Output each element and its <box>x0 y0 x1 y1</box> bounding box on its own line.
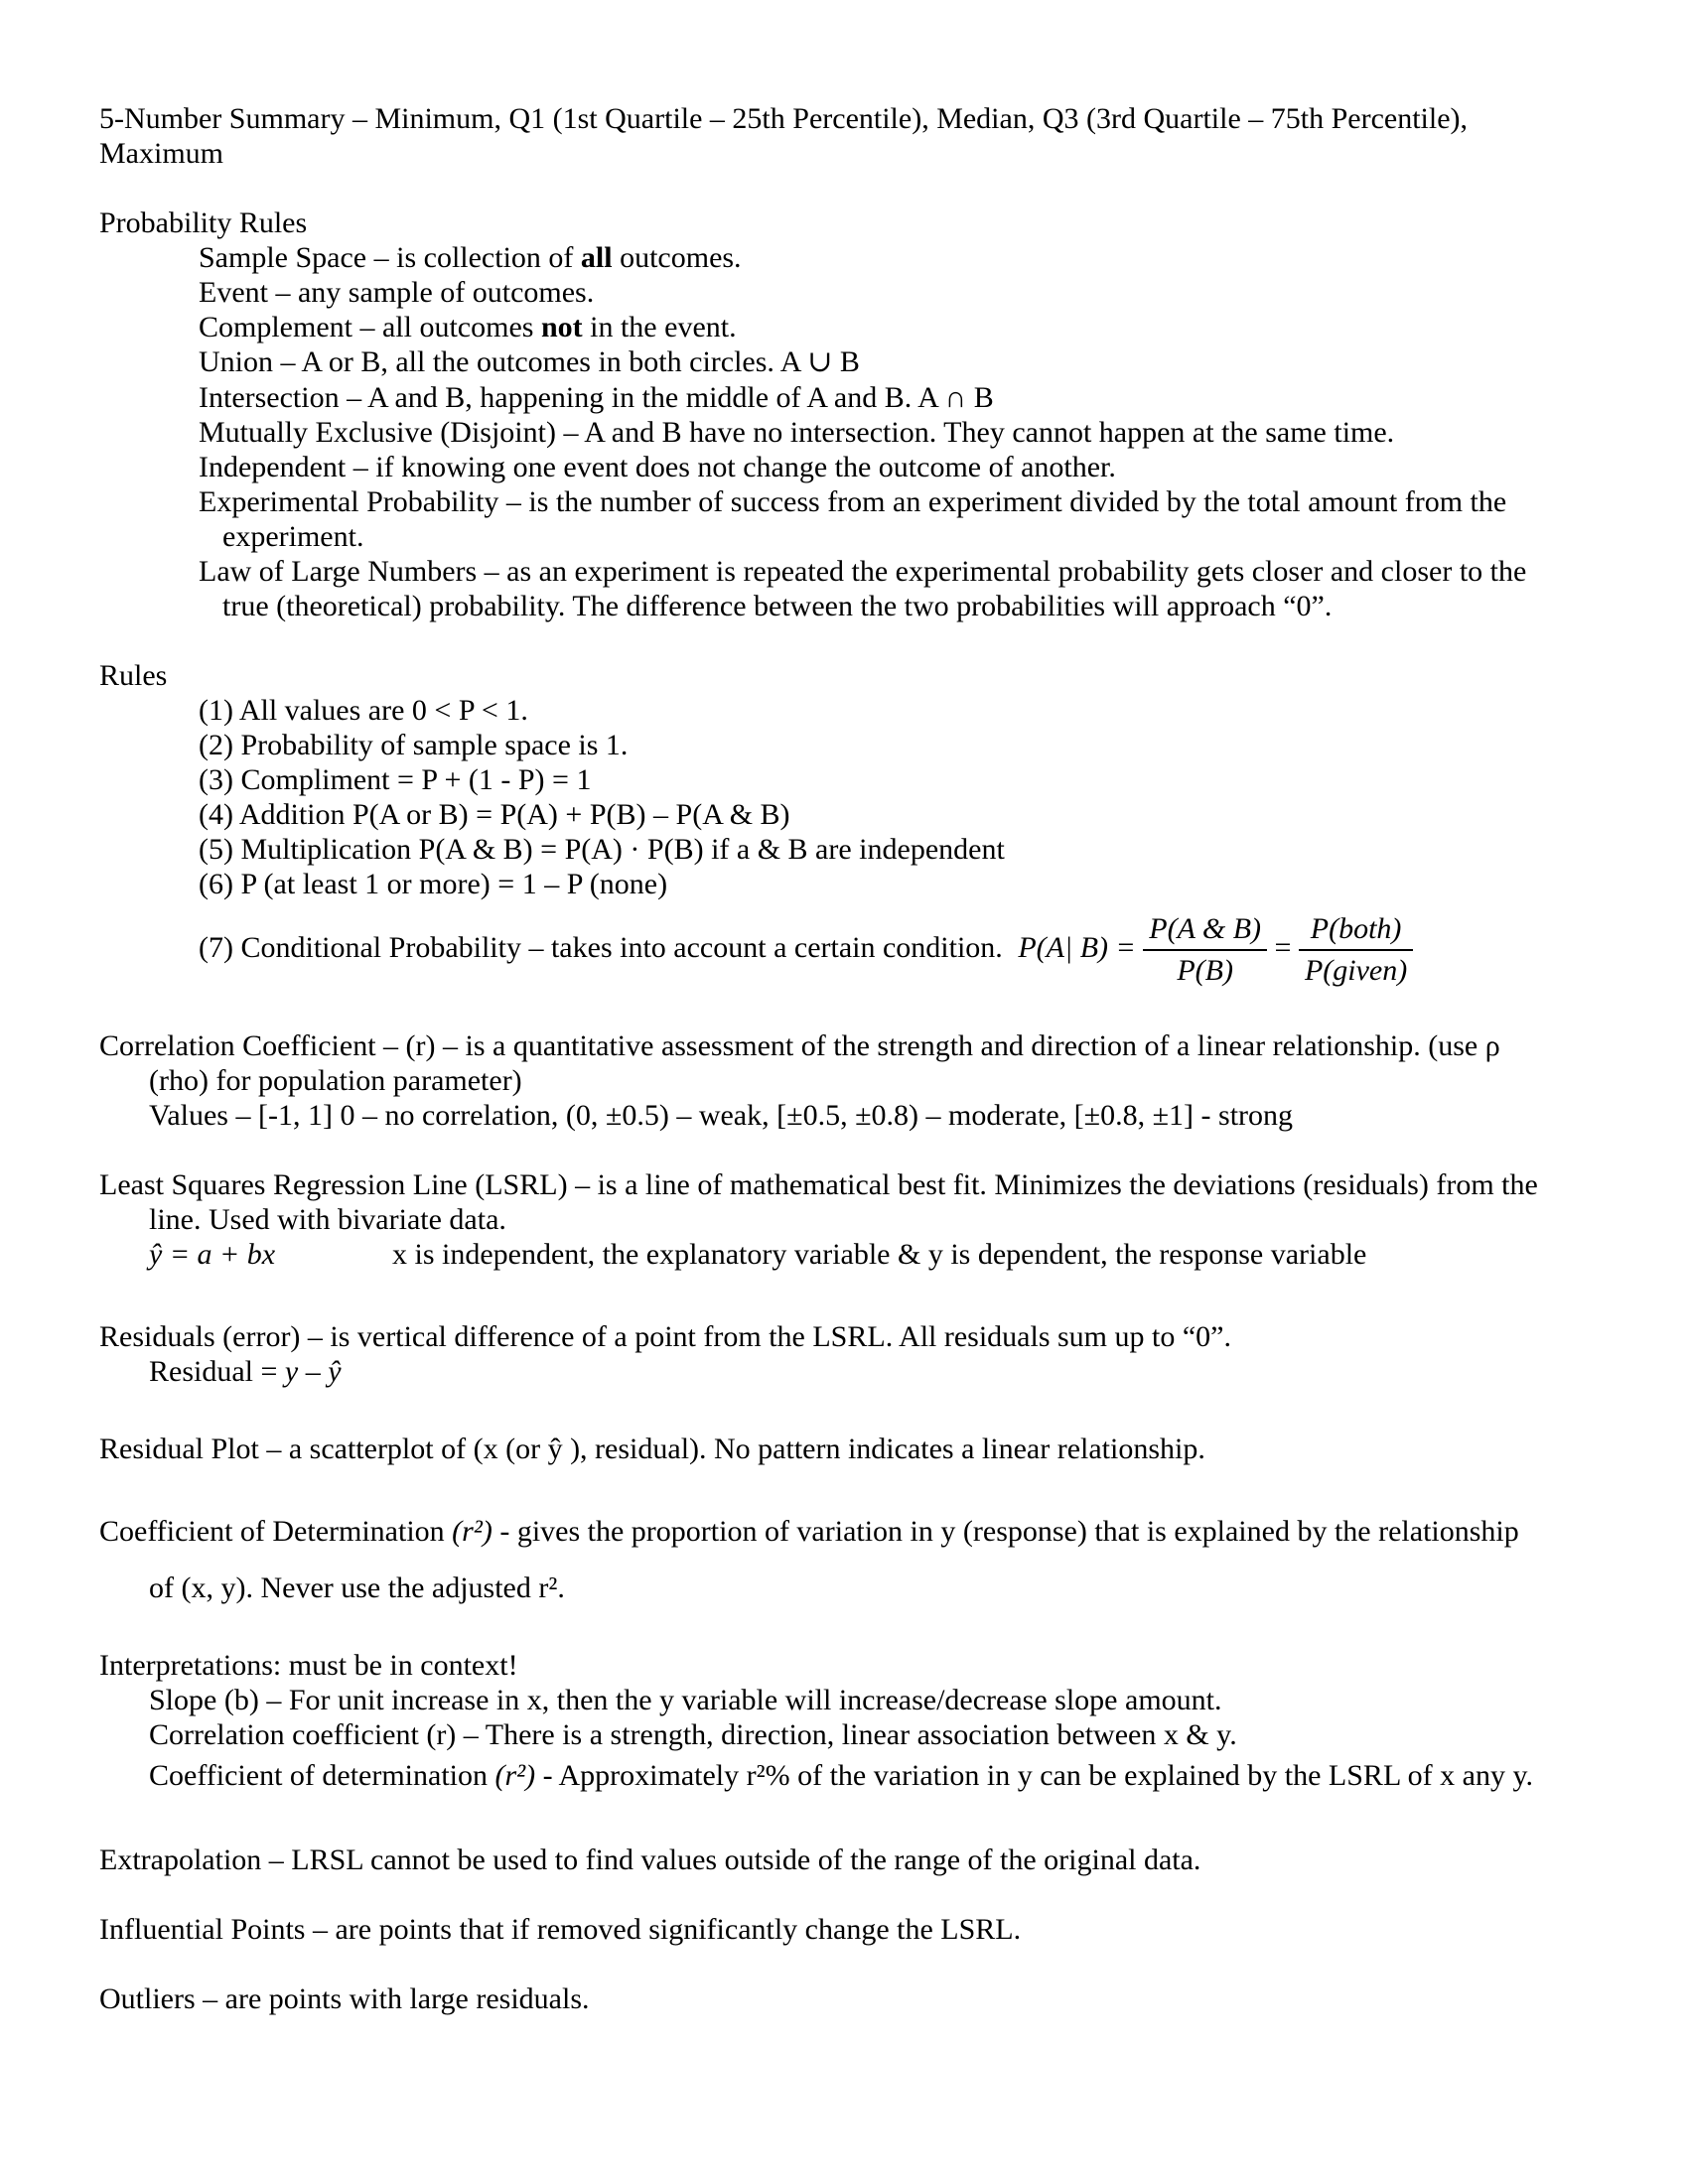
correlation-values: Values – [-1, 1] 0 – no correlation, (0, ±0.5) – weak, [±0.5, ±0.8) – moderate, [±0.8, ±1] - strong <box>149 1099 1294 1132</box>
rule-3: (3) Compliment = P + (1 - P) = 1 <box>199 763 592 796</box>
determination-line1: Coefficient of Determination (r²) - gives the proportion of variation in y (response) that is explained by the relationship <box>99 1515 1519 1548</box>
independent-def: Independent – if knowing one event does not change the outcome of another. <box>199 451 1116 483</box>
five-number-line1: 5-Number Summary – Minimum, Q1 (1st Quartile – 25th Percentile), Median, Q3 (3rd Quartile – 75th Percentile), <box>99 102 1469 135</box>
complement-def: Complement – all outcomes not in the event. <box>199 311 737 343</box>
lsrl-line2: line. Used with bivariate data. <box>149 1203 506 1236</box>
fraction-both-over-given: $\frac{\text{P(both)}}{\text{P(given)}}$ <box>1299 909 1413 991</box>
interpretation-slope: Slope (b) – For unit increase in x, then the y variable will increase/decrease slope amount. <box>149 1684 1222 1716</box>
outliers-def: Outliers – are points with large residuals. <box>99 1982 590 2015</box>
lsrl-description: x is independent, the explanatory variable & y is dependent, the response variable <box>392 1238 1367 1271</box>
determination-line2: of (x, y). Never use the adjusted r². <box>149 1571 565 1604</box>
residual-formula: Residual = y – ŷ <box>149 1355 342 1388</box>
correlation-line1: Correlation Coefficient – (r) – is a quantitative assessment of the strength and direction of a linear relationship. (use ρ <box>99 1029 1500 1062</box>
rules-heading: Rules <box>99 659 168 692</box>
lsrl-line1: Least Squares Regression Line (LSRL) – is a line of mathematical best fit. Minimizes the deviations (residuals) from the <box>99 1168 1538 1201</box>
large-numbers-line1: Law of Large Numbers – as an experiment is repeated the experimental probability gets closer and closer to the <box>199 555 1527 588</box>
rule-7: (7) Conditional Probability – takes into account a certain condition. P(A| B) = $\frac{P(A \& B)}{P(B)}$ = $\frac{\text{P(both)}}{\text{P(given)}}$ <box>199 908 1413 991</box>
rule-4: (4) Addition P(A or B) = P(A) + P(B) – P(A & B) <box>199 798 790 831</box>
intersection-def: Intersection – A and B, happening in the middle of A and B. A ∩ B <box>199 381 994 414</box>
event-def: Event – any sample of outcomes. <box>199 276 595 309</box>
five-number-line2: Maximum <box>99 137 223 170</box>
correlation-line2: (rho) for population parameter) <box>149 1064 522 1097</box>
rule-6: (6) P (at least 1 or more) = 1 – P (none) <box>199 868 668 900</box>
extrapolation-def: Extrapolation – LRSL cannot be used to find values outside of the range of the original data. <box>99 1843 1201 1876</box>
residuals-line1: Residuals (error) – is vertical difference of a point from the LSRL. All residuals sum up to “0”. <box>99 1320 1231 1353</box>
interpretation-correlation: Correlation coefficient (r) – There is a strength, direction, linear association between x & y. <box>149 1718 1237 1751</box>
fraction-and-over-b: $\frac{P(A \& B)}{P(B)}$ <box>1143 909 1267 991</box>
conditional-lhs: P(A| B) = <box>1018 931 1136 964</box>
experimental-line2: experiment. <box>222 520 364 553</box>
probability-heading: Probability Rules <box>99 206 308 239</box>
lsrl-formula: ŷ = a + bx <box>149 1238 276 1271</box>
interpretations-heading: Interpretations: must be in context! <box>99 1649 518 1682</box>
influential-points-def: Influential Points – are points that if removed significantly change the LSRL. <box>99 1913 1022 1946</box>
rule-2: (2) Probability of sample space is 1. <box>199 729 629 761</box>
sample-space-def: Sample Space – is collection of all outcomes. <box>199 241 742 274</box>
union-def: Union – A or B, all the outcomes in both circles. A ∪ B <box>199 345 860 378</box>
rule-7-text: (7) Conditional Probability – takes into account a certain condition. <box>199 931 1003 964</box>
rule-1: (1) All values are 0 < P < 1. <box>199 694 528 727</box>
large-numbers-line2: true (theoretical) probability. The difference between the two probabilities will approach “0”. <box>222 590 1333 622</box>
residual-plot-def: Residual Plot – a scatterplot of (x (or ŷ ), residual). No pattern indicates a linear relationship. <box>99 1433 1205 1465</box>
mutually-exclusive-def: Mutually Exclusive (Disjoint) – A and B have no intersection. They cannot happen at the same time. <box>199 416 1395 449</box>
experimental-line1: Experimental Probability – is the number of success from an experiment divided by the total amount from the <box>199 485 1507 518</box>
interpretation-determination: Coefficient of determination (r²) - Approximately r²% of the variation in y can be explained by the LSRL of x any y. <box>149 1759 1534 1792</box>
r-squared-symbol: (r²) <box>452 1515 492 1548</box>
rule-5: (5) Multiplication P(A & B) = P(A) · P(B) if a & B are independent <box>199 833 1005 866</box>
